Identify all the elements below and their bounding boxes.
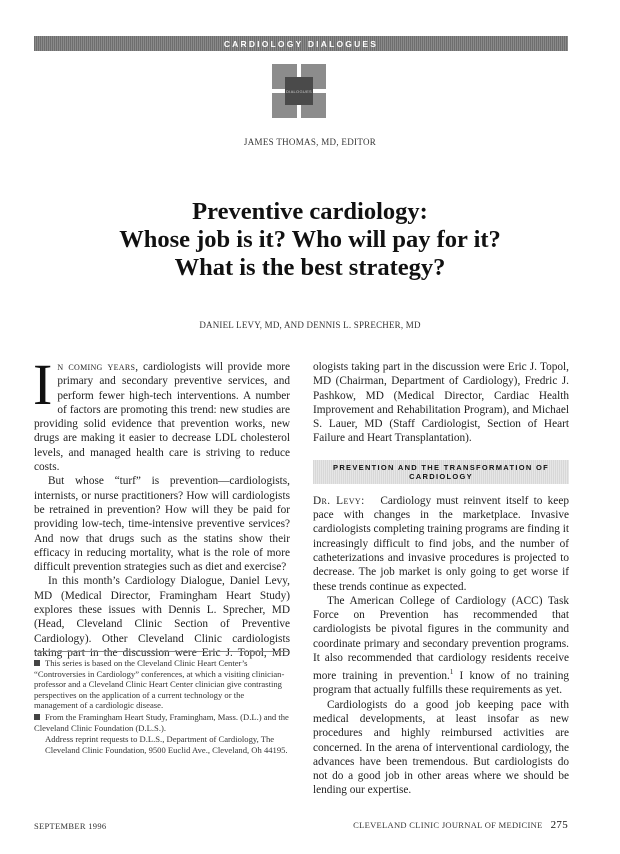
article-authors: DANIEL LEVY, MD, AND DENNIS L. SPRECHER, MD <box>199 320 421 330</box>
square-bullet-icon <box>34 660 40 666</box>
logo-text: DIALOGUES <box>285 88 313 94</box>
footnote-series-text: This series is based on the Cleveland Clinic Heart Center’s “Controversies in Cardiology” conferences, at which a visiting clinician-professor and a Cleveland Clinic Heart Center clinician give contrasting perspectives on the application of a current technology or the management of a cardiologic disease. <box>34 658 285 711</box>
acc-text-end: I know of no training program that actually fulfills these requirements as yet. <box>313 670 569 697</box>
title-line-2: Whose job is it? Who will pay for it? <box>119 226 501 253</box>
dialogues-logo <box>272 64 326 118</box>
paragraph-cardiologists: Cardiologists do a good job keeping pace with medical developments, at least insofar as new procedures and highly reimbursed activities are concerned. In the arena of interventional cardiology, the advances have been tremendous. But cardiologists do not do a good job in other areas where we should be lending our expertise. <box>313 698 569 797</box>
logo-center <box>285 77 313 105</box>
footnote-affiliation-text: From the Framingham Heart Study, Framingham, Mass. (D.L.) and the Cleveland Clinic Foundation (D.L.S.). <box>34 711 289 733</box>
footer-journal <box>353 819 568 831</box>
right-column <box>313 360 569 798</box>
paragraph-participants-continued: ologists taking part in the discussion were Eric J. Topol, MD (Chairman, Department of Cardiology), Fredric J. Pashkow, MD (Medical Director, Cardiac Health Improvement and Rehabilitation Program), and Michael S. Lauer, MD (Staff Cardiologist, Section of Heart Failure and Heart Transplantation). <box>313 361 569 445</box>
left-column <box>33 352 290 660</box>
journal-name: CLEVELAND CLINIC JOURNAL OF MEDICINE <box>353 820 543 830</box>
acc-text: The American College of Cardiology (ACC) Task Force on Prevention has recommended that cardiologists be pivotal figures in the community and coordinate primary and secondary prevention programs. It also recommended that cardiology residents receive more training in prevention. <box>313 594 569 683</box>
paragraph-dialogue-intro: In this month’s Cardiology Dialogue, Daniel Levy, MD (Medical Director, Framingham Heart Study) explores these issues with Dennis L. Sprecher, MD (Head, Cleveland Clinic Section of Preventive Cardiology). Other Cleveland Clinic cardiologists taking part in the discussion were Eric J. Topol, MD <box>34 575 290 659</box>
paragraph-levy <box>313 494 569 594</box>
levy-text: Cardiology must reinvent itself to keep pace with changes in the marketplace. Invasive cardiologists completing training programs are finding it increasingly difficult to find jobs, and the number of catheterizations and invasive procedures is projected to decrease. The job market is only going to get worse if these trends continue as expected. <box>313 494 570 593</box>
title-line-3: What is the best strategy? <box>174 254 446 281</box>
title-line-1: Preventive cardiology: <box>192 198 428 225</box>
footer-date: SEPTEMBER 1996 <box>34 821 107 831</box>
article-title <box>0 198 620 282</box>
speaker-label: Dr. Levy: <box>313 494 365 507</box>
page-number: 275 <box>550 819 568 831</box>
intro-text: cardiologists will provide more primary and secondary preventive services, and perform fewer high-tech interventions. A number of factors are promoting this trend: new studies are providing solid evidence that prevention works, new drugs are making it easier to decrease LDL cholesterol levels, and managed health care is striving to reduce costs. <box>34 361 290 474</box>
section-banner <box>34 36 568 51</box>
section-heading: PREVENTION AND THE TRANSFORMATION OF CARDIOLOGY <box>313 460 569 484</box>
drop-cap: I <box>33 352 53 417</box>
intro-smallcaps: n coming years, <box>57 361 139 373</box>
editor-line: JAMES THOMAS, MD, EDITOR <box>243 137 377 147</box>
footnote-affiliation <box>34 712 290 733</box>
paragraph-intro <box>33 352 290 474</box>
paragraph-turf: But whose “turf” is prevention—cardiologists, internists, or nurse practitioners? How will cardiologists be retrained in prevention? How will they be paid for providing low-tech, time-intensive preventive services? And now that drugs such as the statins show their efficacy in reducing mortality, what is the role of more difficult prevention strategies such as diet and exercise? <box>34 475 290 574</box>
section-banner-label: CARDIOLOGY DIALOGUES <box>223 38 379 49</box>
footnotes <box>34 651 290 756</box>
square-bullet-icon <box>34 714 40 720</box>
reference-1: 1 <box>449 668 454 677</box>
footnote-series <box>34 658 290 711</box>
footnote-reprints: Address reprint requests to D.L.S., Department of Cardiology, The Cleveland Clinic Foundation, 9500 Euclid Ave., Cleveland, Oh 44195. <box>45 734 288 755</box>
paragraph-acc <box>313 594 569 698</box>
